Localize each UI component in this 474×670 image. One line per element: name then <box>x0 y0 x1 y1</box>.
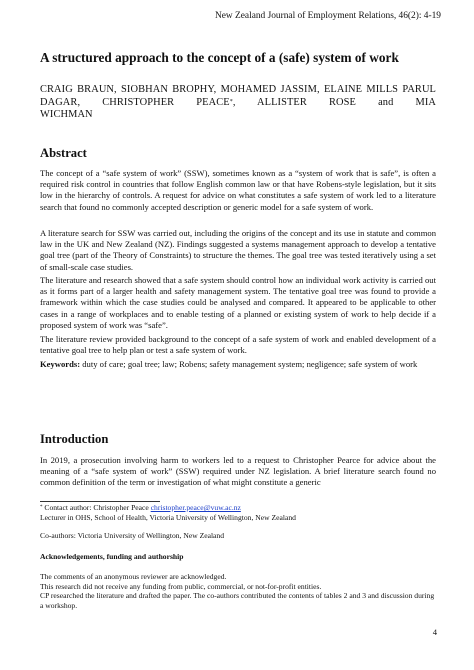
ack-line-2: This research did not receive any funding from public, commercial, or not-for-profit entities. <box>40 581 322 591</box>
acknowledgements-text <box>40 572 436 610</box>
abstract-paragraph-1: The concept of a “safe system of work” (SSW), sometimes known as a “system of work that is safe”, is often a required risk control in countries that follow English common law or that have Robens-style legislation, but it sits low in the hierarchy of controls. A request for advice on what constitutes a safe system of work led to a literature search that found no commonly accepted description or generic model for a safe system of work. <box>40 168 436 212</box>
author-line-2a: PARUL DAGAR, CHRISTOPHER PEACE <box>40 84 436 108</box>
footnote-contact <box>40 503 436 522</box>
introduction-paragraph-1: In 2019, a prosecution involving harm to workers led to a request to Christopher Pearce for advice about the meaning of a “safe system of work” (SSW) required under NZ legislation. A brief literature search found no common definition of the term or investigation of what might constitute a generic <box>40 455 436 488</box>
author-line-1: CRAIG BRAUN, SIOBHAN BROPHY, MOHAMED JASSIM, ELAINE MILLS <box>40 84 399 95</box>
introduction-heading: Introduction <box>40 432 109 446</box>
abstract-paragraph-2: A literature search for SSW was carried out, including the origins of the concept and its use in statute and common law in the UK and New Zealand (NZ). Findings suggested a systems management approach to develop a tentative goal tree (part of the Theory of Constraints) to structure the themes. The goal tree was tested iteratively using a set of small-scale case studies. <box>40 228 436 272</box>
coauthors-note: Co-authors: Victoria University of Wellington, New Zealand <box>40 531 225 540</box>
footnote-mark: * <box>40 505 43 510</box>
affiliation-text: Lecturer in OHS, School of Health, Victoria University of Wellington, New Zealand <box>40 512 296 522</box>
abstract-paragraph-3: The literature and research showed that a safe system should control how an individual work activity is carried out as it forms part of a larger health and safety management system. The tentative goal tree was found to provide a framework within which the case studies could be analysed and compared. It appeared to be applicable to other cases in a range of workplaces and to enable testing of a planned or existing system of work to help decide if a proposed system of work was “safe”. <box>40 275 436 330</box>
journal-header: New Zealand Journal of Employment Relations, 46(2): 4-19 <box>215 11 441 21</box>
footnote-divider <box>40 501 160 502</box>
keywords-list: duty of care; goal tree; law; Robens; safety management system; negligence; safe system of work <box>80 359 418 369</box>
contact-label: Contact author: Christopher Peace <box>42 503 151 512</box>
ack-line-1: The comments of an anonymous reviewer are acknowledged. <box>40 572 227 581</box>
keywords-label: Keywords: <box>40 359 81 369</box>
abstract-paragraph-4: The literature review provided background to the concept of a safe system of work and enabled development of a tentative goal tree to help plan or test a safe system of work. <box>40 334 436 356</box>
acknowledgements-heading: Acknowledgements, funding and authorship <box>40 552 184 561</box>
author-line-3: WICHMAN <box>40 109 93 121</box>
author-line-2b: , ALLISTER ROSE and MIA <box>232 96 436 108</box>
page-number: 4 <box>432 627 437 637</box>
ack-line-3: CP researched the literature and drafted the paper. The co-authors contributed the contents of tables 2 and 3 and discussion during a workshop. <box>40 591 435 610</box>
author-list <box>40 84 436 122</box>
paper-title: A structured approach to the concept of a (safe) system of work <box>40 50 399 65</box>
author-footnote-mark: * <box>229 98 233 105</box>
contact-email-link[interactable]: christopher.peace@vuw.ac.nz <box>150 503 241 512</box>
abstract-heading: Abstract <box>40 146 87 160</box>
keywords <box>40 359 436 370</box>
